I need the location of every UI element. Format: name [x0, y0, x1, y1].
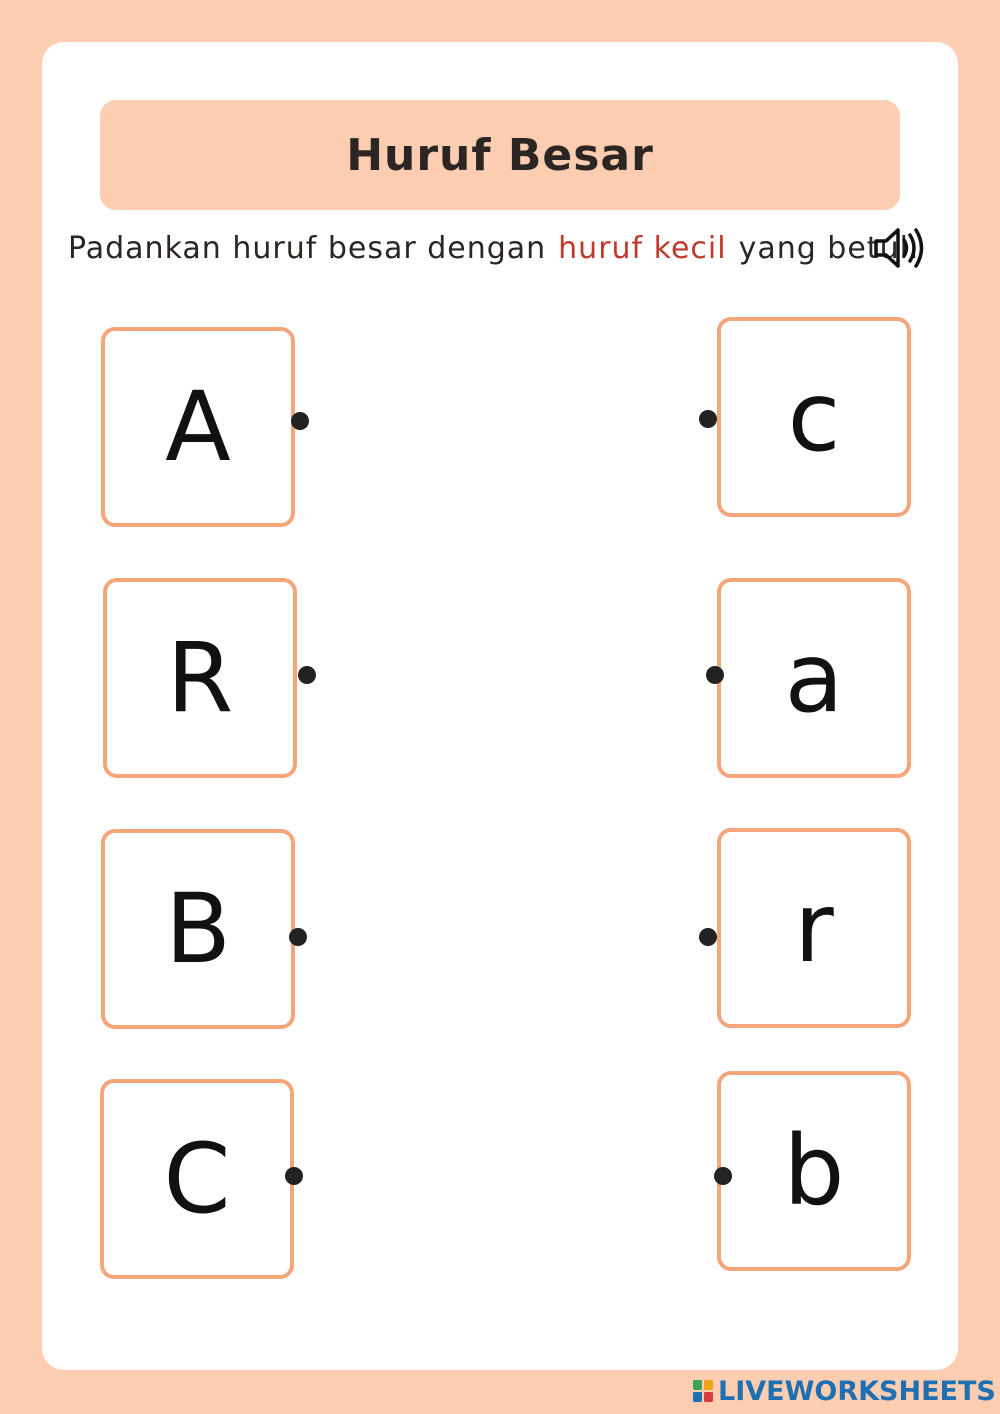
lowercase-letter: b [783, 1115, 845, 1227]
right-connector-dot[interactable] [699, 928, 717, 946]
lowercase-letter: r [794, 872, 834, 984]
left-connector-dot[interactable] [285, 1167, 303, 1185]
uppercase-letter: C [163, 1123, 231, 1235]
brand-name: LIVEWORKSHEETS [718, 1375, 996, 1407]
lowercase-card-c [717, 317, 911, 517]
lowercase-card-b [717, 1071, 911, 1271]
left-connector-dot[interactable] [291, 412, 309, 430]
liveworksheets-logo-icon [692, 1379, 714, 1403]
uppercase-letter: B [165, 873, 231, 985]
title-banner [100, 100, 900, 210]
right-connector-dot[interactable] [706, 666, 724, 684]
instruction-after: yang betul. [738, 230, 920, 266]
uppercase-card-b [101, 829, 295, 1029]
instruction-highlight: huruf kecil [558, 230, 727, 266]
uppercase-card-c [100, 1079, 294, 1279]
speaker-icon[interactable] [872, 224, 926, 272]
left-connector-dot[interactable] [298, 666, 316, 684]
left-connector-dot[interactable] [289, 928, 307, 946]
lowercase-letter: c [787, 361, 841, 473]
uppercase-card-r [103, 578, 297, 778]
uppercase-card-a [101, 327, 295, 527]
liveworksheets-brand [692, 1372, 996, 1410]
right-connector-dot[interactable] [699, 410, 717, 428]
lowercase-card-r [717, 828, 911, 1028]
page-title: Huruf Besar [346, 129, 654, 181]
right-connector-dot[interactable] [714, 1167, 732, 1185]
uppercase-letter: R [166, 622, 234, 734]
lowercase-card-a [717, 578, 911, 778]
uppercase-letter: A [165, 371, 231, 483]
instruction-before: Padankan huruf besar dengan [68, 230, 547, 266]
instruction-text [68, 226, 919, 270]
lowercase-letter: a [784, 622, 844, 734]
